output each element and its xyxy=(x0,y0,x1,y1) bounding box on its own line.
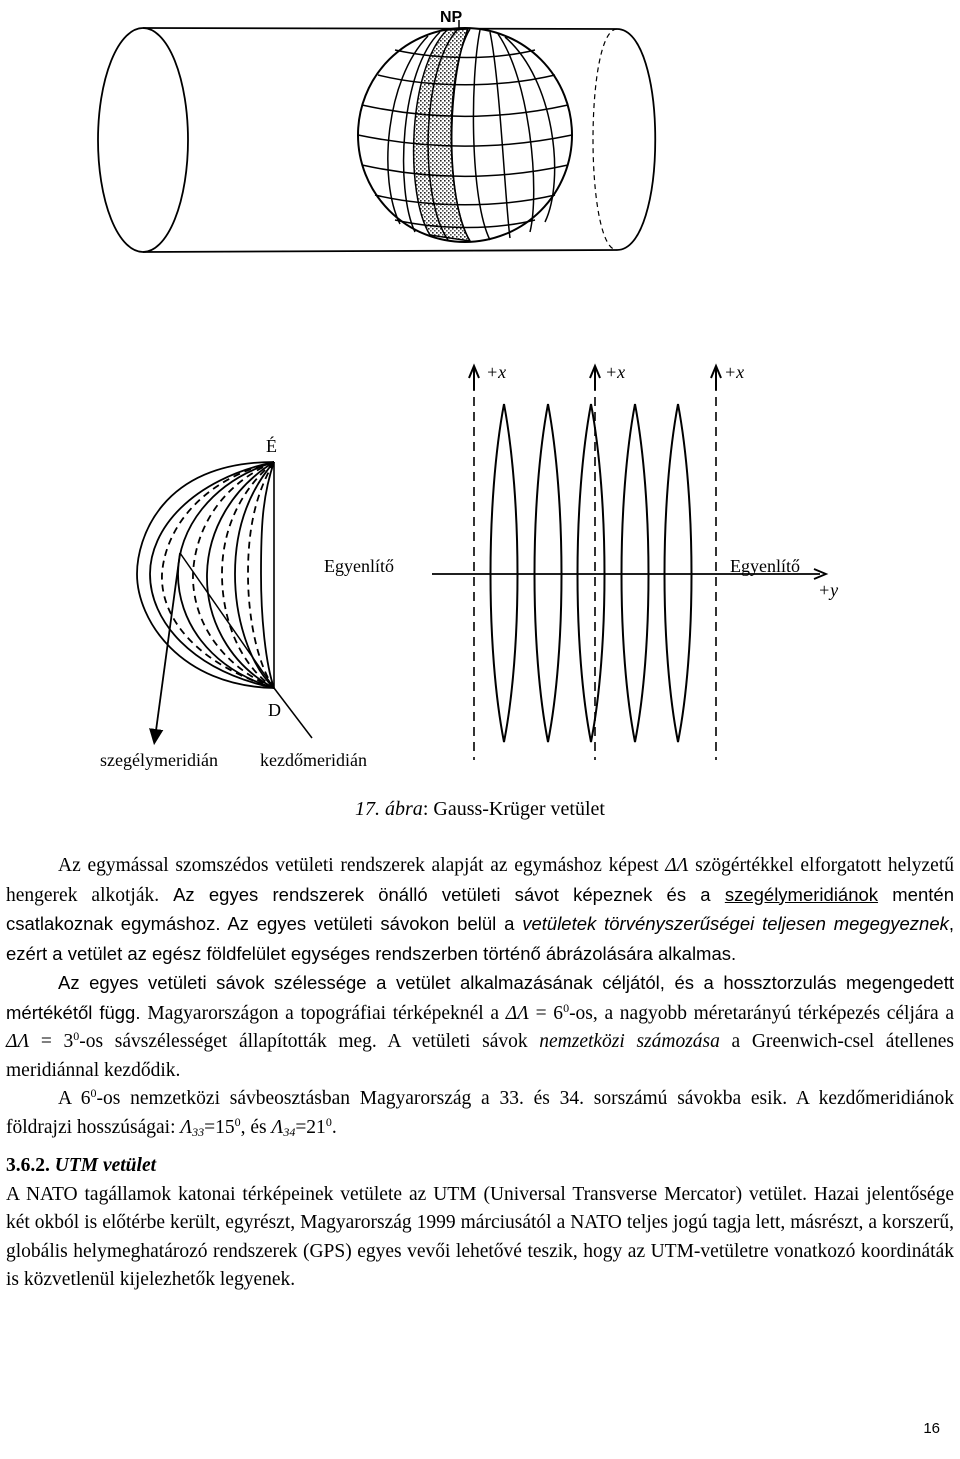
south-label: D xyxy=(268,700,281,720)
np-label: NP xyxy=(440,9,463,26)
section-heading xyxy=(6,1152,954,1181)
delta-lambda-symbol: ΔΛ xyxy=(665,855,689,876)
lambda-symbol: Λ xyxy=(180,1116,193,1138)
cylinder-left-end xyxy=(98,28,188,252)
underlined-term: szegélymeridiánok xyxy=(724,883,879,905)
cylinder-bottom-edge xyxy=(143,250,617,252)
text-run: -os nemzetközi sávbeosztásban Magyarország a 33. és 34. sorszámú sávokba esik. A kezdőmeridiánok földrajzi hosszúságai: xyxy=(6,1088,954,1138)
section-title: UTM vetület xyxy=(54,1155,157,1176)
central-meridian-label: kezdőmeridián xyxy=(260,750,367,770)
degree-superscript: 0 xyxy=(325,1114,332,1129)
text-run: = 6 xyxy=(528,1002,564,1024)
zone-subscript: 33 xyxy=(192,1124,205,1139)
north-label: É xyxy=(266,436,277,456)
text-run: A 6 xyxy=(58,1088,91,1109)
paragraph-4: A NATO tagállamok katonai térképeinek vetülete az UTM (Universal Transverse Mercator) vetület. Hazai jelentősége két okból is előtérbe került, egyrészt, Magyarország 1999 márciusától a NATO teljes jogú tagja lett, másrészt, a korszerű, globális helymeghatározó rendszerek (GPS) egyes vevői lehetővé teszik, hogy az UTM-vetületre vonatkozó koordináták is közvetlenül kijelezhetők legyenek. xyxy=(6,1183,954,1290)
paragraph-2 xyxy=(6,969,954,1085)
text-run: -os sávszélességet állapították meg. A vetületi sávok xyxy=(79,1031,540,1052)
figure-caption xyxy=(0,798,960,821)
hemisphere-diagram xyxy=(137,462,312,738)
boundary-meridian-label: szegélymeridián xyxy=(100,750,218,770)
degree-superscript: 0 xyxy=(234,1114,241,1129)
cylinder-diagram xyxy=(98,20,655,252)
text-run: . xyxy=(331,1116,337,1138)
degree-superscript: 0 xyxy=(563,1000,570,1015)
italic-phrase: nemzetközi számozása xyxy=(539,1031,720,1052)
text-run: = 3 xyxy=(29,1031,74,1052)
paragraph-1 xyxy=(6,852,954,969)
degree-superscript: 0 xyxy=(90,1086,97,1100)
text-run: , ezért a vetület az egész földfelület egységes rendszerben történő ábrázolására alkalmas. xyxy=(6,913,955,964)
text-run: -os, a nagyobb méretarányú térképezés céljára a xyxy=(569,1002,955,1024)
delta-lambda-symbol: ΔΛ xyxy=(505,1002,529,1024)
text-run: Magyarországon a topográfiai térképeknél a xyxy=(147,1002,506,1024)
italic-phrase: vetületek törvényszerűségei teljesen megegyeznek xyxy=(522,913,949,934)
zone-subscript: 34 xyxy=(283,1124,296,1139)
text-run: a Greenwich-csel átellenes meridiánnal kezdődik. xyxy=(6,1031,955,1081)
caption-number: 17. ábra xyxy=(355,798,423,820)
text-run: szögértékkel elforgatott helyzetű hengerek alkotják. xyxy=(6,855,954,906)
cylinder-right-end xyxy=(617,29,655,250)
plus-x-label-3: +x xyxy=(724,362,745,382)
plus-x-label-2: +x xyxy=(605,362,626,382)
text-run: , és xyxy=(240,1116,272,1138)
text-run: Az egyes vetületi sávok szélessége a vetület alkalmazásának céljától, és a hossztorzulás megengedett mértékétől függ. xyxy=(6,972,954,1023)
plus-y-label: +y xyxy=(818,580,839,600)
globe xyxy=(358,28,572,242)
section-number: 3.6.2. xyxy=(6,1155,50,1176)
lambda-symbol: Λ xyxy=(271,1116,284,1138)
paragraph-3 xyxy=(6,1085,954,1142)
text-run: mentén csatlakoznak egymáshoz. Az egyes vetületi sávokon belül a xyxy=(6,883,954,934)
degree-superscript: 0 xyxy=(73,1029,80,1043)
text-run: Az egyes rendszerek önálló vetületi sávot képeznek és a xyxy=(173,883,725,905)
text-run: =21 xyxy=(295,1116,326,1138)
page-number: 16 xyxy=(923,1420,940,1437)
caption-text: : Gauss-Krüger vetület xyxy=(422,798,605,820)
body-text xyxy=(6,852,954,1295)
text-run: =15 xyxy=(204,1116,235,1138)
delta-lambda-symbol: ΔΛ xyxy=(6,1031,30,1052)
cylinder-top-edge xyxy=(143,28,617,29)
equator-label-right: Egyenlítő xyxy=(730,556,800,576)
text-run: Az egymással szomszédos vetületi rendszerek alapját az egymáshoz képest xyxy=(58,855,666,876)
equator-label-left: Egyenlítő xyxy=(324,556,394,576)
plus-x-label-1: +x xyxy=(486,362,507,382)
